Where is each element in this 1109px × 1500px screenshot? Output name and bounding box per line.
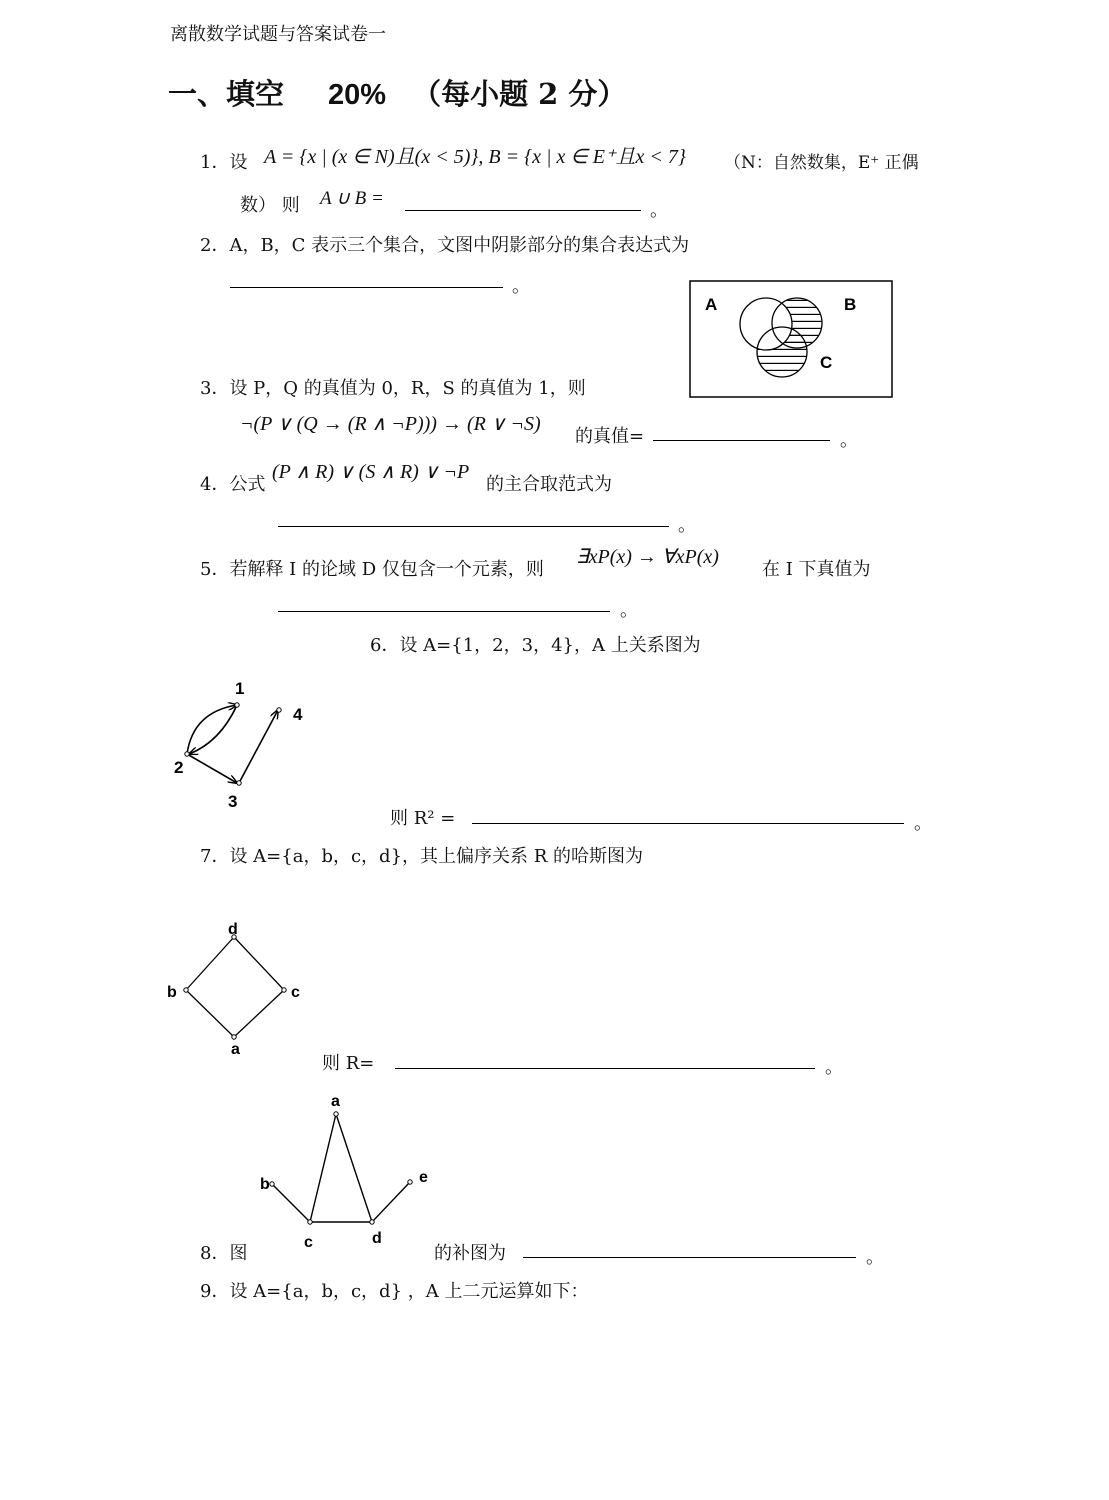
edge-b-d: [186, 937, 234, 990]
section-heading: [168, 72, 626, 113]
relation-digraph: [165, 672, 325, 817]
q1-number: 1．设: [200, 152, 248, 173]
node-3: [237, 781, 241, 785]
node-label-2: 2: [174, 758, 184, 777]
q6-answer-label: 则 R² =: [390, 808, 456, 829]
q3-formula: ¬(P ∨ (Q → (R ∧ ¬P))) → (R ∨ ¬S): [240, 413, 541, 435]
q4-prefix: 4．公式: [200, 474, 266, 495]
node-d: [370, 1220, 374, 1224]
q7-period: 。: [825, 1057, 843, 1078]
node-label-c: c: [304, 1234, 313, 1251]
edge-a-b: [186, 990, 234, 1037]
edge-2-to-1: [187, 705, 237, 754]
q3-text: 3．设 P，Q 的真值为 0，R，S 的真值为 1，则: [200, 378, 586, 399]
node-label-4: 4: [293, 705, 303, 724]
q4-answer-blank[interactable]: [278, 526, 669, 527]
q6-text: 6．设 A={1，2，3，4}，A 上关系图为: [370, 635, 701, 656]
edge-3-to-4: [239, 710, 278, 783]
q6-answer-blank[interactable]: [472, 823, 904, 824]
node-label-b: b: [260, 1176, 270, 1193]
q9-text: 9．设 A={a，b，c，d} ，A 上二元运算如下：: [200, 1281, 589, 1302]
edge-d-e: [372, 1182, 410, 1222]
section-note: （每小题 2 分）: [412, 77, 627, 111]
q8-suffix: 的补图为: [434, 1243, 506, 1264]
q7-text: 7．设 A={a，b，c，d}，其上偏序关系 R 的哈斯图为: [200, 846, 644, 867]
q5-period: 。: [620, 600, 638, 621]
section-title: 一、填空: [168, 77, 285, 111]
q7-answer-blank[interactable]: [395, 1068, 815, 1069]
q2-text: 2．A，B，C 表示三个集合，文图中阴影部分的集合表达式为: [200, 235, 690, 256]
node-label-c: c: [291, 984, 300, 1001]
edge-c-d: [234, 937, 284, 990]
node-2: [185, 752, 189, 756]
node-c: [282, 988, 286, 992]
node-label-3: 3: [228, 792, 238, 811]
document-title: 离散数学试题与答案试卷一: [170, 24, 386, 45]
venn-diagram: [689, 280, 895, 400]
edge-b-c: [272, 1184, 310, 1222]
q7-answer-label: 则 R=: [322, 1053, 375, 1074]
q4-period: 。: [678, 515, 696, 536]
q5-suffix: 在 I 下真值为: [762, 559, 871, 580]
q3-period: 。: [840, 430, 858, 451]
q8-prefix: 8．图: [200, 1243, 248, 1264]
node-b: [184, 988, 188, 992]
node-label-d: d: [372, 1230, 382, 1247]
q1-union: A ∪ B =: [320, 188, 384, 209]
node-label-a: a: [231, 1041, 240, 1058]
q5-formula: ∃xP(x) → ∀xP(x): [576, 546, 719, 568]
edge-a-c: [234, 990, 284, 1037]
q1-answer-blank[interactable]: [405, 210, 641, 211]
node-e: [408, 1180, 412, 1184]
q3-suffix: 的真值=: [575, 426, 645, 447]
q8-answer-blank[interactable]: [523, 1257, 856, 1258]
node-c: [308, 1220, 312, 1224]
q4-suffix: 的主合取范式为: [486, 474, 612, 495]
q1-note: （N：自然数集，E⁺ 正偶: [724, 153, 919, 173]
hasse-diagram: [162, 915, 312, 1060]
q2-answer-blank[interactable]: [230, 287, 503, 288]
q2-period: 。: [512, 276, 530, 297]
node-label-1: 1: [235, 679, 245, 698]
node-a: [232, 1035, 236, 1039]
q5-prefix: 5．若解释 I 的论域 D 仅包含一个元素，则: [200, 559, 544, 580]
edge-a-d: [336, 1114, 372, 1222]
graph-figure: [250, 1088, 450, 1253]
q4-formula: (P ∧ R) ∨ (S ∧ R) ∨ ¬P: [272, 461, 470, 483]
venn-label-a: A: [705, 295, 718, 314]
node-4: [277, 708, 281, 712]
q1-period: 。: [650, 200, 668, 221]
node-1: [235, 703, 239, 707]
node-label-a: a: [331, 1093, 340, 1110]
venn-label-c: C: [820, 353, 833, 372]
section-percent: 20%: [328, 79, 387, 111]
q6-period: 。: [914, 813, 932, 834]
node-label-b: b: [167, 984, 177, 1001]
node-label-e: e: [419, 1169, 428, 1186]
node-a: [334, 1112, 338, 1116]
q1-continuation: 数） 则: [240, 195, 300, 216]
node-b: [270, 1182, 274, 1186]
venn-label-b: B: [844, 295, 857, 314]
edge-2-to-3: [187, 754, 237, 783]
q1-formula: A = {x | (x ∈ N)且(x < 5)}, B = {x | x ∈ E⁺且x < 7}: [264, 146, 686, 168]
edge-a-c: [310, 1114, 336, 1222]
q3-answer-blank[interactable]: [653, 440, 830, 441]
q8-period: 。: [866, 1247, 884, 1268]
q5-answer-blank[interactable]: [278, 611, 610, 612]
node-label-d: d: [228, 921, 238, 938]
